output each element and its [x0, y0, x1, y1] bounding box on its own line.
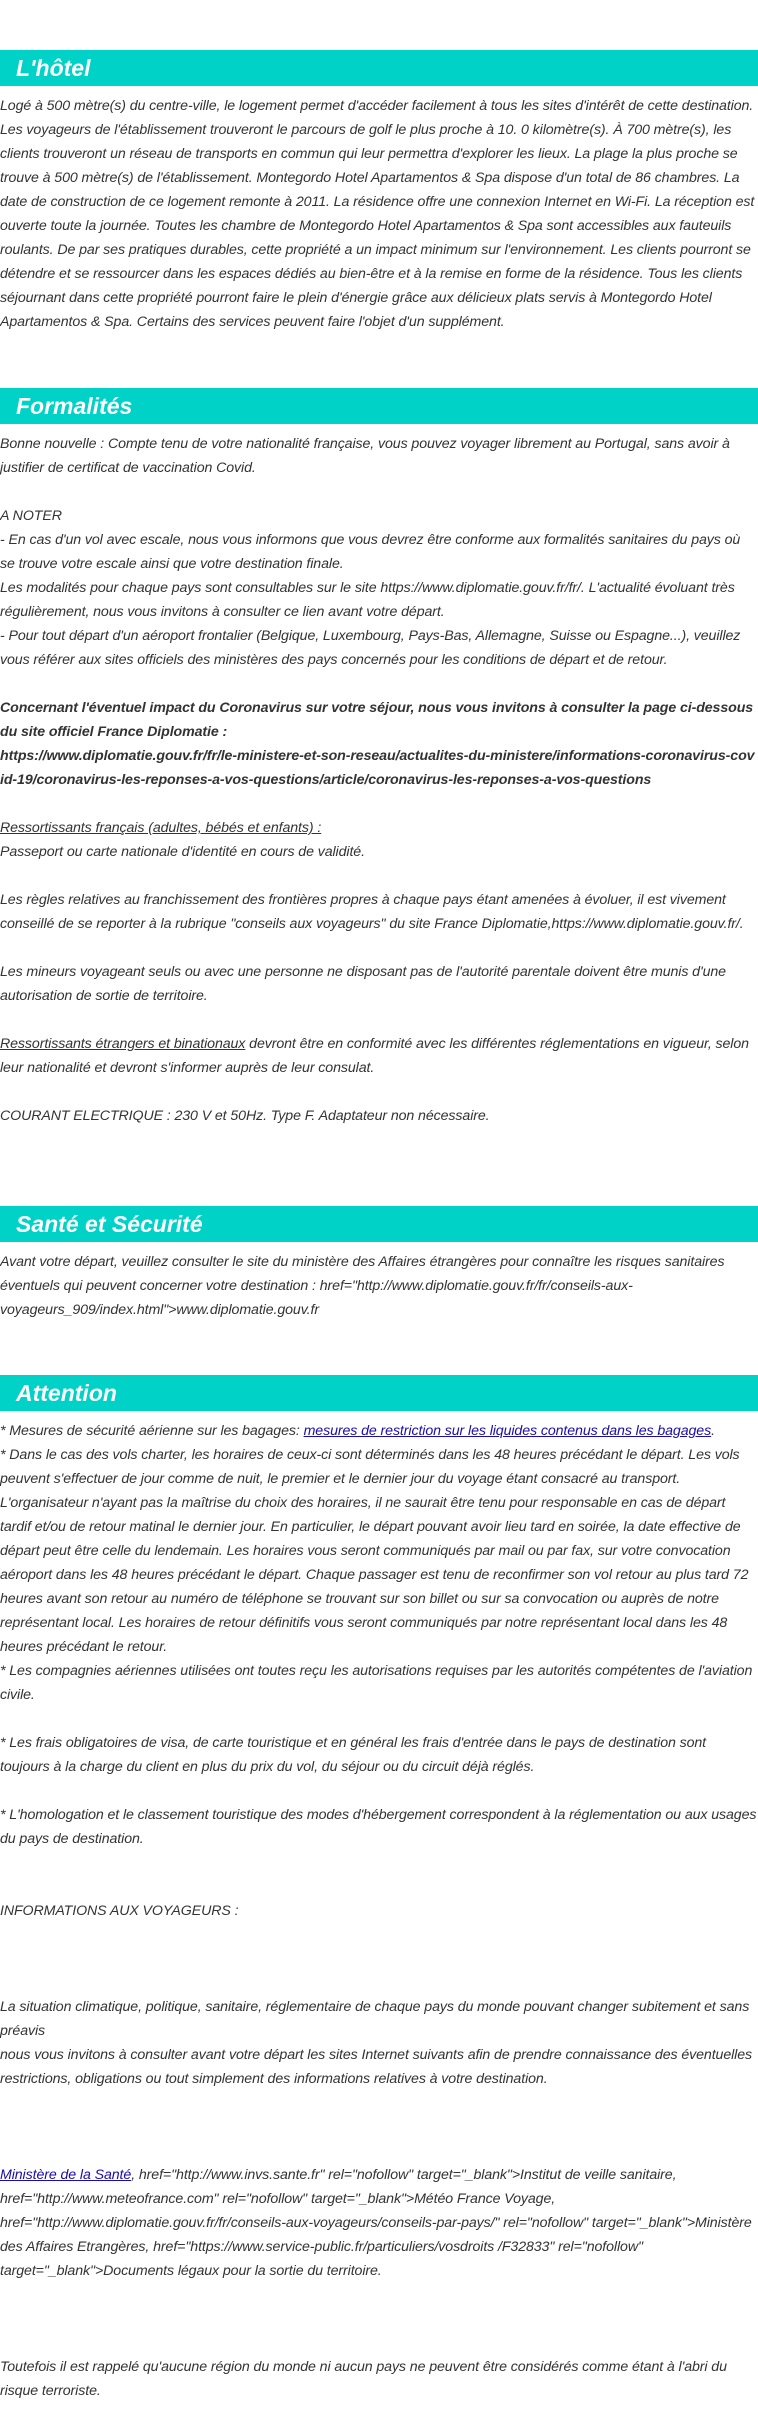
section-title-formalites: Formalités: [0, 388, 758, 424]
informations-voyageurs-title: INFORMATIONS AUX VOYAGEURS :: [0, 1903, 239, 1919]
hotel-text: Logé à 500 mètre(s) du centre-ville, le logement permet d'accéder facilement à tous les sites d'intérêt de cette destination. Les voyageurs de l'établissement trouveront le parcours de golf le plus proche à 10. 0 kilomètre(s). À 700 mètre(s), les clients trouveront un réseau de transports en commun qui leur permettra d'explorer les lieux. La plage la plus proche se trouve à 500 mètre(s) de l'établissement. Montegordo Hotel Apartamentos & Spa dispose d'un total de 86 chambres. La date de construction de ce logement remonte à 2011. La résidence offre une connexion Internet en Wi-Fi. La réception est ouverte toute la journée. Toutes les chambre de Montegordo Hotel Apartamentos & Spa sont accessibles aux fauteuils roulants. De par ses pratiques durables, cette propriété a un impact minimum sur l'environnement. Les clients pourront se détendre et se ressourcer dans les espaces dédiés au bien-être et à la remise en forme de la résidence. Tous les clients séjournant dans cette propriété pourront faire le plein d'énergie grâce aux délicieux plats servis à Montegordo Hotel Apartamentos & Spa. Certains des services peuvent faire l'objet d'un supplément.: [0, 98, 755, 330]
mineurs-text: Les mineurs voyageant seuls ou avec une personne ne disposant pas de l'autorité parentale doivent être munis d'une autorisation de sortie de territoire.: [0, 964, 726, 1004]
liens-utiles: [0, 2163, 757, 2283]
homologation-text: * L'homologation et le classement touristique des modes d'hébergement correspondent à la réglementation ou aux usages du pays de destination.: [0, 1807, 757, 1847]
courant-electrique: COURANT ELECTRIQUE : 230 V et 50Hz. Type F. Adaptateur non nécessaire.: [0, 1108, 490, 1124]
vols-charter-text: * Dans le cas des vols charter, les horaires de ceux-ci sont déterminés dans les 48 heures précédant le départ. Les vols peuvent s'effectuer de jour comme de nuit, le premier et le dernier jour du voyage étant consacré au transport. L'organisateur n'ayant pas la maîtrise du choix des horaires, il ne saurait être tenu pour responsable en cas de départ tardif et/ou de retour matinal le dernier jour. En particulier, le départ pouvant avoir lieu tard en soirée, la date effective de départ peut être celle du lendemain. Les horaires vous seront communiqués par mail ou par fax, sur votre convocation aéroport dans les 48 heures précédant le départ. Chaque passager est tenu de reconfirmer son vol retour au plus tard 72 heures avant son retour au numéro de téléphone se trouvant sur son billet ou sur sa convocation ou auprès de notre représentant local. Les horaires de retour définitifs vous seront communiqués par notre représentant local dans les 48 heures précédant le retour.: [0, 1447, 749, 1655]
formalites-body: [0, 432, 757, 1128]
section-attention: [0, 1375, 758, 2403]
ressortissants-etrangers: [0, 1032, 757, 1080]
hotel-description: [0, 94, 757, 334]
liens-utiles-text: , href="http://www.invs.sante.fr" rel="nofollow" target="_blank">Institut de veille sanitaire, href="http://www.meteofrance.com" rel="nofollow" target="_blank">Météo France Voyage, href="http://www.diplomatie.gouv.fr/fr/conseils-aux-voyageurs/conseils-par-pays/" rel="nofollow" target="_blank">Ministère des Affaires Etrangères, href="https://www.service-public.fr/particuliers/vosdroits /F32833" rel="nofollow" target="_blank">Documents légaux pour la sortie du territoire.: [0, 2167, 752, 2279]
ministere-sante-link[interactable]: Ministère de la Santé: [0, 2167, 132, 2183]
section-formalites: [0, 388, 758, 1128]
ressortissants-francais-text: Passeport ou carte nationale d'identité en cours de validité.: [0, 844, 365, 860]
section-sante: [0, 1206, 758, 1322]
section-title-sante: Santé et Sécurité: [0, 1206, 758, 1242]
formalites-intro: Bonne nouvelle : Compte tenu de votre nationalité française, vous pouvez voyager librement au Portugal, sans avoir à justifier de certificat de vaccination Covid.: [0, 436, 730, 476]
securite-bagages: [0, 1419, 757, 1443]
noter-title: A NOTER: [0, 508, 62, 524]
frais-text: * Les frais obligatoires de visa, de carte touristique et en général les frais d'entrée dans le pays de destination sont toujours à la charge du client en plus du prix du vol, du séjour ou du circuit déjà réglés.: [0, 1735, 707, 1775]
covid-url: https://www.diplomatie.gouv.fr/fr/le-ministere-et-son-reseau/actualites-du-ministere/informations-coronavirus-covid-19/coronavirus-les-reponses-a-vos-questions/article/coronavirus-les-reponses-a-vos-questions: [0, 748, 755, 788]
noter-aeroport-frontalier: - Pour tout départ d'un aéroport frontalier (Belgique, Luxembourg, Pays-Bas, Allemagne, Suisse ou Espagne...), veuillez vous référer aux sites officiels des ministères des pays concernés pour les conditions de départ et de retour.: [0, 628, 741, 668]
sante-text: Avant votre départ, veuillez consulter le site du ministère des Affaires étrangères pour connaître les risques sanitaires éventuels qui peuvent concerner votre destination : href="http://www.diplomatie.gouv.fr/fr/conseils-aux-voyageurs_909/index.html">www.diplomatie.gouv.fr: [0, 1254, 725, 1318]
ressortissants-etrangers-text: devront être en conformité avec les différentes réglementations en vigueur, selon leur nationalité et devront s'informer auprès de leur consulat.: [0, 1036, 749, 1076]
noter-modalites: Les modalités pour chaque pays sont consultables sur le site https://www.diplomatie.gouv.fr/fr/. L'actualité évoluant très régulièrement, nous vous invitons à consulter ce lien avant votre départ.: [0, 580, 735, 620]
securite-prefix: * Mesures de sécurité aérienne sur les bagages:: [0, 1423, 304, 1439]
liquides-restriction-link[interactable]: mesures de restriction sur les liquides contenus dans les bagages: [303, 1423, 712, 1439]
section-title-attention: Attention: [0, 1375, 758, 1411]
situation-text-2: nous vous invitons à consulter avant votre départ les sites Internet suivants afin de prendre connaissance des éventuelles restrictions, obligations ou tout simplement des informations relatives à votre destination.: [0, 2047, 753, 2087]
securite-suffix: .: [711, 1423, 715, 1439]
noter-escale: - En cas d'un vol avec escale, nous vous informons que vous devrez être conforme aux formalités sanitaires du pays où se trouve votre escale ainsi que votre destination finale.: [0, 532, 741, 572]
ressortissants-etrangers-label: Ressortissants étrangers et binationaux: [0, 1036, 246, 1052]
section-hotel: [0, 50, 758, 334]
compagnies-text: * Les compagnies aériennes utilisées ont toutes reçu les autorisations requises par les autorités compétentes de l'aviation civile.: [0, 1663, 753, 1703]
frontieres-text: Les règles relatives au franchissement des frontières propres à chaque pays étant amenées à évoluer, il est vivement conseillé de se reporter à la rubrique "conseils aux voyageurs" du site France Diplomatie,https://www.diplomatie.gouv.fr/.: [0, 892, 744, 932]
section-title-hotel: L'hôtel: [0, 50, 758, 86]
sante-body: [0, 1250, 757, 1322]
attention-body: [0, 1419, 757, 2403]
terrorisme-text: Toutefois il est rappelé qu'aucune région du monde ni aucun pays ne peuvent être considérés comme étant à l'abri du risque terroriste.: [0, 2359, 727, 2399]
covid-notice: Concernant l'éventuel impact du Coronavirus sur votre séjour, nous vous invitons à consulter la page ci-dessous du site officiel France Diplomatie :: [0, 700, 754, 740]
situation-text-1: La situation climatique, politique, sanitaire, réglementaire de chaque pays du monde pouvant changer subitement et sans préavis: [0, 1999, 750, 2039]
ressortissants-francais-label: Ressortissants français (adultes, bébés et enfants) :: [0, 820, 322, 836]
